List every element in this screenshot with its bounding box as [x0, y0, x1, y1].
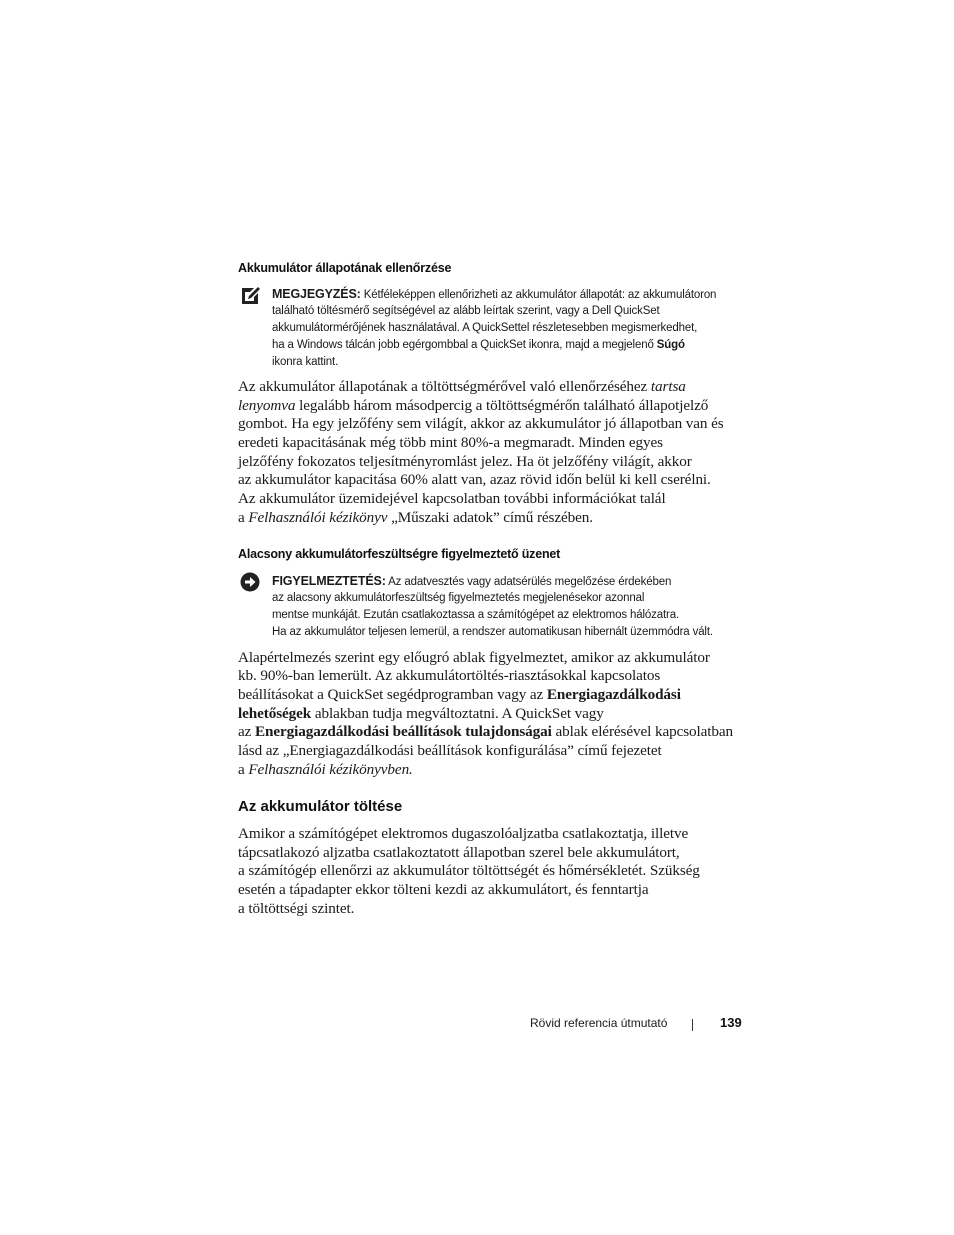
para1-line-3: gombot. Ha egy jelzőfény sem világít, akkor az akkumulátor jó állapotban van és — [238, 415, 724, 432]
para1-line-6: az akkumulátor kapacitása 60% alatt van, azaz rövid időn belül ki kell cserélni. — [238, 471, 711, 488]
para1-text: a — [238, 509, 249, 526]
notice-line-2: az alacsony akkumulátorfeszültség figyelmeztetés megjelenésekor azonnal — [272, 592, 645, 604]
para2-line-1: Alapértelmezés szerint egy előugró ablak figyelmeztet, amikor az akkumulátor — [238, 649, 710, 666]
para1-line-5: jelzőfény fokozatos teljesítményromlást jelez. Ha öt jelzőfény világít, akkor — [238, 453, 692, 470]
para1-italic: tartsa — [650, 378, 686, 395]
para2-line-2: kb. 90%-ban lemerült. Az akkumulátortöltés-riasztásokkal kapcsolatos — [238, 667, 661, 684]
para1-line-1 — [238, 378, 686, 397]
note-line-1 — [272, 286, 716, 304]
page-number: 139 — [720, 1015, 742, 1030]
para1-line-7: Az akkumulátor üzemidejével kapcsolatban további információkat talál — [238, 490, 666, 507]
footer-title: Rövid referencia útmutató — [530, 1016, 668, 1030]
section-heading-battery-check: Akkumulátor állapotának ellenőrzése — [238, 261, 452, 275]
para2-text: a — [238, 761, 249, 778]
para2-text: az — [238, 723, 255, 740]
note-line-2: található töltésmérő segítségével az alább leírtak szerint, vagy a Dell QuickSet — [272, 305, 660, 317]
para2-text: ablakban tudja megváltoztatni. A QuickSet vagy — [311, 705, 604, 722]
para2-italic: Felhasználói kézikönyvben. — [248, 761, 413, 778]
note-text-4: ha a Windows tálcán jobb egérgombbal a QuickSet ikonra, majd a megjelenő — [272, 339, 657, 351]
note-line-3: akkumulátormérőjének használatával. A QuickSettel részletesebben megismerkedhet, — [272, 322, 698, 334]
para3-line-4: esetén a tápadapter ekkor tölteni kezdi az akkumulátort, és fenntartja — [238, 881, 649, 898]
section-heading-low-battery: Alacsony akkumulátorfeszültségre figyelmeztető üzenet — [238, 547, 561, 561]
note-line-4 — [272, 337, 685, 354]
para2-bold: lehetőségek — [238, 705, 312, 722]
para3-line-2: tápcsatlakozó aljzatba csatlakoztatott állapotban szerel bele akkumulátort, — [238, 844, 680, 861]
para2-line-6: lásd az „Energiagazdálkodási beállítások konfigurálása” című fejezetet — [238, 742, 662, 759]
para3-line-3: a számítógép ellenőrzi az akkumulátor töltöttségét és hőmérsékletét. Szükség — [238, 862, 700, 879]
para2-text: ablak elérésével kapcsolatban — [551, 723, 734, 740]
para1-line-4: eredeti kapacitásának még több mint 80%-a megmaradt. Minden egyes — [238, 434, 663, 451]
footer-separator — [692, 1019, 693, 1031]
notice-label: FIGYELMEZTETÉS: — [272, 574, 386, 588]
para1-italic: Felhasználói kézikönyv — [248, 509, 388, 526]
notice-line-1 — [272, 573, 671, 591]
para1-text: „Műszaki adatok” című részében. — [387, 509, 593, 526]
pencil-note-icon — [240, 286, 262, 306]
para2-bold: Energiagazdálkodási — [546, 686, 681, 703]
para1-line-2 — [238, 397, 708, 416]
note-text-1: Kétféleképpen ellenőrizheti az akkumulátor állapotát: az akkumulátoron — [363, 289, 717, 301]
notice-line-4: Ha az akkumulátor teljesen lemerül, a rendszer automatikusan hibernált üzemmódra vált. — [272, 626, 713, 638]
para1-line-8 — [238, 509, 593, 528]
note-help-label: Súgó — [656, 339, 685, 351]
para3-line-1: Amikor a számítógépet elektromos dugaszolóaljzatba csatlakoztatja, illetve — [238, 825, 689, 842]
notice-line-3: mentse munkáját. Ezután csatlakoztassa a számítógépet az elektromos hálózatra. — [272, 609, 679, 621]
para2-line-7 — [238, 761, 413, 780]
arrow-notice-icon — [240, 572, 260, 592]
note-line-5: ikonra kattint. — [272, 356, 339, 368]
note-label: MEGJEGYZÉS: — [272, 287, 361, 301]
para2-bold: Energiagazdálkodási beállítások tulajdonságai — [254, 723, 552, 740]
para2-text: beállításokat a QuickSet segédprogramban vagy az — [238, 686, 547, 703]
para1-text: Az akkumulátor állapotának a töltöttségmérővel való ellenőrzéséhez — [238, 378, 651, 395]
para2-line-4 — [238, 705, 604, 724]
section-heading-charging: Az akkumulátor töltése — [238, 798, 403, 815]
notice-text-1: Az adatvesztés vagy adatsérülés megelőzése érdekében — [388, 576, 672, 588]
para3-line-5: a töltöttségi szintet. — [238, 900, 355, 917]
para1-text: legalább három másodpercig a töltöttségmérőn található állapotjelző — [295, 397, 709, 414]
para2-line-3 — [238, 686, 681, 705]
para2-line-5 — [238, 723, 733, 742]
para1-italic: lenyomva — [238, 397, 296, 414]
